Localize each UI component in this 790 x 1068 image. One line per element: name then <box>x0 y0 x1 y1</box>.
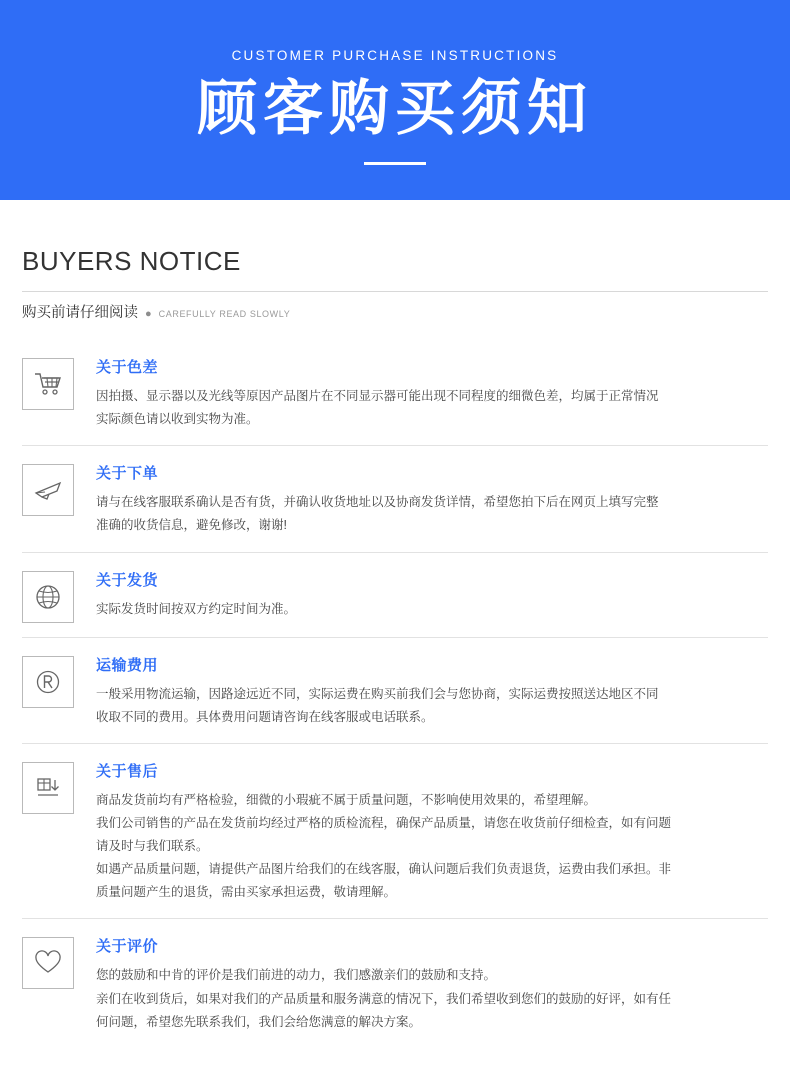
list-item-body <box>96 933 768 1033</box>
list-item-body <box>96 652 768 729</box>
list-item <box>22 340 768 446</box>
bullet-dot-icon: ● <box>145 308 152 320</box>
list-item-line: 请与在线客服联系确认是否有货，并确认收货地址以及协商发货详情，希望您拍下后在网页上填写完整 <box>96 495 659 510</box>
list-item-line: 因拍摄、显示器以及光线等原因产品图片在不同显示器可能出现不同程度的细微色差，均属于正常情况 <box>96 389 659 403</box>
notice-list <box>22 340 768 1048</box>
list-item-title: 关于评价 <box>96 938 159 956</box>
banner-divider <box>364 162 426 165</box>
list-item-body <box>96 354 768 431</box>
section-divider <box>22 291 768 292</box>
section-heading-cn: 购买前请仔细阅读 <box>22 305 138 321</box>
list-item-text <box>96 964 768 1033</box>
list-item-text <box>96 385 768 431</box>
section-heading <box>22 246 768 322</box>
section-heading-small: CAREFULLY READ SLOWLY <box>158 309 291 319</box>
list-item-line: 请及时与我们联系。 <box>96 839 209 853</box>
list-item-line: 亲们在收到货后，如果对我们的产品质量和服务满意的情况下，我们希望收到您们的鼓励的好评，如有任 <box>96 991 672 1006</box>
list-item-title: 关于色差 <box>96 359 159 376</box>
list-item-text <box>96 491 768 537</box>
list-item-title: 关于发货 <box>96 571 159 589</box>
package-download-icon <box>22 762 74 814</box>
banner-eyebrow: CUSTOMER PURCHASE INSTRUCTIONS <box>231 48 559 63</box>
list-item <box>22 446 768 552</box>
heart-icon <box>22 937 74 989</box>
list-item <box>22 553 768 638</box>
list-item-line: 收取不同的费用。具体费用问题请咨询在线客服或电话联系。 <box>96 709 434 724</box>
list-item-line: 准确的收货信息，避免修改，谢谢! <box>96 518 287 533</box>
list-item-title: 关于下单 <box>96 465 159 483</box>
section-heading-en: BUYERS NOTICE <box>22 246 241 276</box>
page-title: 顾客购买须知 <box>197 75 593 142</box>
list-item-text <box>96 598 768 621</box>
list-item-line: 实际发货时间按双方约定时间为准。 <box>96 601 297 616</box>
list-item-body <box>96 758 768 905</box>
list-item-line: 何问题，希望您先联系我们，我们会给您满意的解决方案。 <box>96 1014 422 1029</box>
list-item-line: 实际颜色请以收到实物为准。 <box>96 412 259 427</box>
list-item-line: 您的鼓励和中肯的评价是我们前进的动力，我们感激亲们的鼓励和支持。 <box>96 968 497 983</box>
list-item-line: 一般采用物流运输，因路途远近不同，实际运费在购买前我们会与您协商，实际运费按照送达地区不同 <box>96 686 659 701</box>
list-item-text <box>96 683 768 729</box>
airplane-icon <box>22 464 74 516</box>
list-item-line: 我们公司销售的产品在发货前均经过严格的质检流程，确保产品质量，请您在收货前仔细检查，如有问题 <box>96 815 672 830</box>
page-banner <box>0 0 790 200</box>
globe-icon <box>22 571 74 623</box>
list-item-body <box>96 567 768 621</box>
list-item-title: 关于售后 <box>96 762 159 780</box>
list-item-body <box>96 460 768 537</box>
list-item-line: 商品发货前均有严格检验，细微的小瑕疵不属于质量问题，不影响使用效果的，希望理解。 <box>96 792 597 807</box>
shopping-cart-icon <box>22 358 74 410</box>
list-item <box>22 744 768 920</box>
registered-trademark-icon <box>22 656 74 708</box>
list-item <box>22 919 768 1047</box>
page-content <box>0 246 790 1048</box>
list-item-line: 质量问题产生的退货，需由买家承担运费，敬请理解。 <box>96 885 397 900</box>
section-subheading <box>22 301 768 322</box>
list-item-title: 运输费用 <box>96 656 159 674</box>
list-item-line: 如遇产品质量问题，请提供产品图片给我们的在线客服，确认问题后我们负责退货，运费由我们承担。非 <box>96 862 672 877</box>
list-item-text <box>96 789 768 905</box>
list-item <box>22 638 768 744</box>
